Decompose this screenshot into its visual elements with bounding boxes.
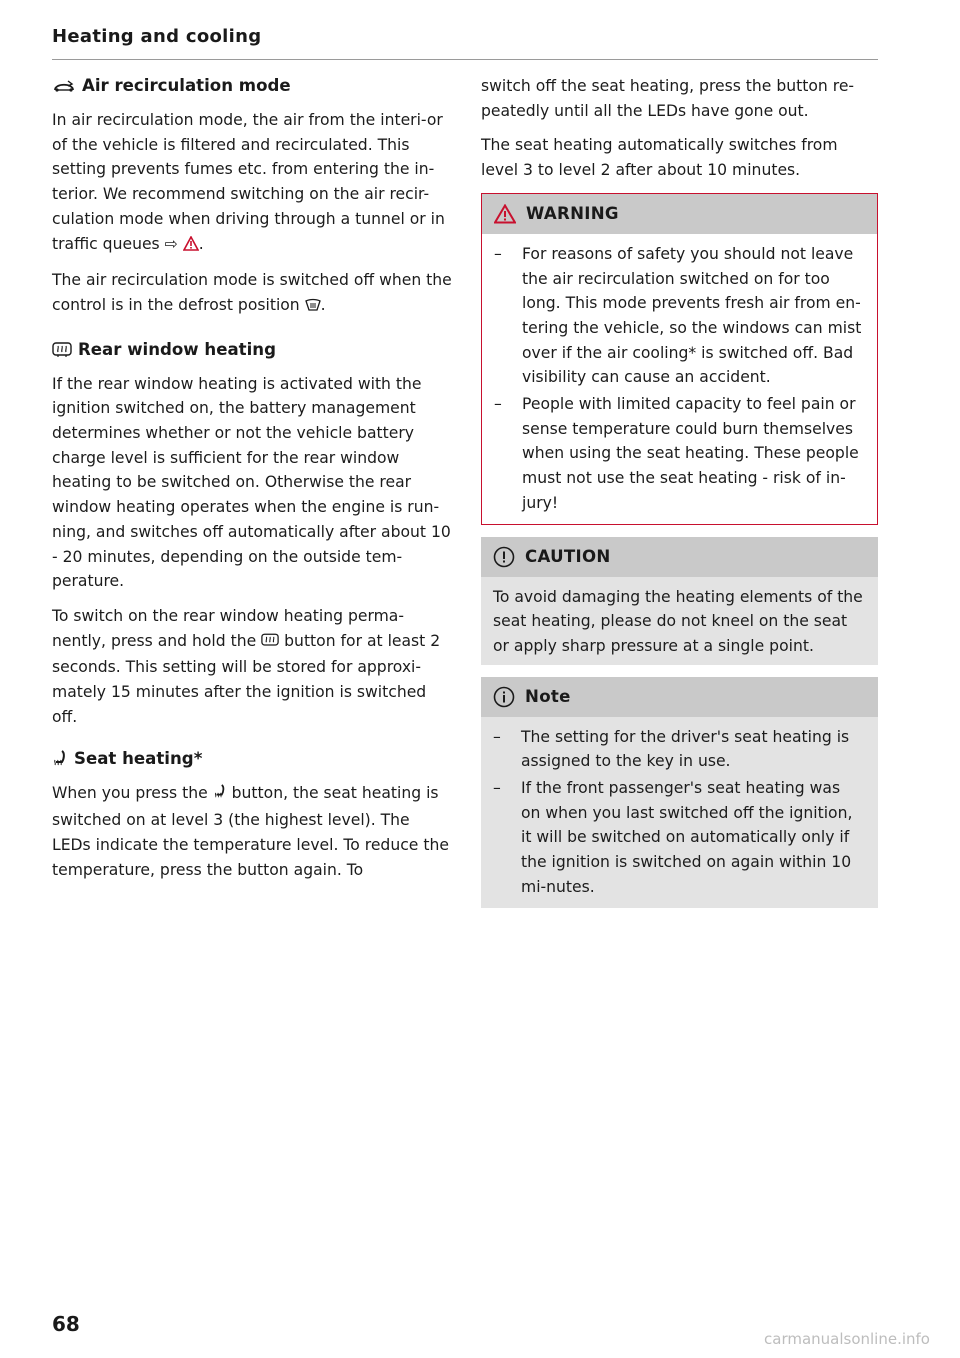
rear-window-heading bbox=[52, 338, 452, 362]
air-recirculation-paragraph-2 bbox=[52, 268, 452, 319]
caution-exclamation-icon bbox=[493, 546, 515, 568]
list-item bbox=[493, 725, 864, 774]
list-item bbox=[494, 242, 863, 390]
note-list bbox=[493, 725, 864, 900]
warning-box-body bbox=[482, 234, 877, 524]
caution-text: To avoid damaging the heating elements of the seat heating, please do not kneel on the seat or apply sharp pressure at a single point. bbox=[493, 587, 863, 655]
rear-window-paragraph-2-b: button for at least 2 seconds. This setting will be stored for approxi-mately 15 minutes after the ignition is switched off. bbox=[52, 631, 441, 726]
note-box-body bbox=[481, 717, 878, 908]
caution-box-body bbox=[481, 577, 878, 665]
air-recirculation-heading bbox=[52, 74, 452, 98]
caution-box bbox=[481, 537, 878, 665]
rear-window-paragraph-1: If the rear window heating is activated with the ignition switched on, the battery management determines whether or not the vehicle battery charge level is sufficient for the rear window heating to be switched on. Otherwise the rear window heating operates when the engine is run-ning, and switches off automatically after about 10 - 20 minutes, depending on the outside tem-perature. bbox=[52, 374, 451, 591]
air-recirculation-heading-text: Air recirculation mode bbox=[82, 76, 291, 95]
seat-heating-paragraph-1-a: When you press the bbox=[52, 784, 208, 803]
seat-heating-paragraph-1 bbox=[52, 781, 452, 882]
air-recirculation-paragraph-1-text: In air recirculation mode, the air from the interi-or of the vehicle is filtered and recirculated. This setting prevents fumes etc. from entering the in-terior. We recommend switching on the air recir-culation mode when driving through a tunnel or in traffic queues bbox=[52, 111, 445, 253]
rear-window-heating-icon bbox=[52, 342, 72, 358]
watermark: carmanualsonline.info bbox=[764, 1330, 930, 1348]
note-item-2: If the front passenger's seat heating was on when you last switched off the ignition, it will be switched on automatically only if the ignition is switched on again within 10 mi-nutes. bbox=[521, 779, 853, 896]
warning-box-header bbox=[482, 194, 877, 234]
air-recirculation-paragraph-2-text: The air recirculation mode is switched off when the control is in the defrost position bbox=[52, 271, 452, 314]
page-header: Heating and cooling bbox=[52, 26, 878, 60]
info-icon bbox=[493, 686, 515, 708]
note-box bbox=[481, 677, 878, 908]
caution-box-header bbox=[481, 537, 878, 577]
page-number: 68 bbox=[52, 1312, 80, 1336]
list-item bbox=[494, 392, 863, 516]
rear-window-heading-text: Rear window heating bbox=[78, 339, 276, 359]
list-dash: – bbox=[493, 727, 501, 746]
warning-triangle-icon bbox=[183, 234, 199, 259]
note-item-1: The setting for the driver's seat heating is assigned to the key in use. bbox=[521, 727, 850, 771]
rear-window-heating-button-icon bbox=[261, 631, 279, 656]
warning-title: WARNING bbox=[526, 204, 619, 224]
list-dash: – bbox=[493, 779, 501, 798]
note-title: Note bbox=[525, 687, 571, 707]
cross-reference-arrow: ⇨ bbox=[164, 234, 178, 253]
list-dash: – bbox=[494, 244, 502, 263]
list-dash: – bbox=[494, 395, 502, 414]
seat-heating-auto-paragraph: The seat heating automatically switches from level 3 to level 2 after about 10 minutes. bbox=[481, 136, 838, 180]
seat-heating-paragraph-1-b: button, the seat heating is switched on at level 3 (the highest level). The LEDs indicate the temperature level. To reduce the temperature, press the button again. To bbox=[52, 784, 449, 879]
seat-heating-button-icon bbox=[213, 783, 227, 808]
warning-item-1: For reasons of safety you should not leave the air recirculation switched on for too long. This mode prevents fresh air from en-tering the vehicle, so the windows can mist over if the air cooling* is switched off. Bad visibility can cause an accident. bbox=[522, 244, 862, 387]
warning-triangle-icon bbox=[494, 204, 516, 224]
seat-heating-heading bbox=[52, 747, 452, 771]
air-recirculation-paragraph-1: In air recirculation mode, the air from the interi-or of the vehicle is filtered and recirculated. This setting prevents fumes etc. from entering the in-terior. We recommend switching on the air recir-culation mode when driving through a tunnel or in traffic queues ⇨ . bbox=[52, 108, 452, 258]
left-column bbox=[52, 74, 452, 892]
warning-box bbox=[481, 193, 878, 525]
caution-title: CAUTION bbox=[525, 547, 611, 567]
defrost-icon bbox=[305, 295, 321, 320]
warning-item-2: People with limited capacity to feel pain or sense temperature could burn themselves when using the seat heating. These people must not use the seat heating - risk of in-jury! bbox=[522, 395, 859, 512]
rear-window-paragraph-2-a: To switch on the rear window heating perma-nently, press and hold the bbox=[52, 606, 404, 650]
air-recirculation-paragraph-2-end: . bbox=[320, 295, 326, 314]
list-item bbox=[493, 776, 864, 900]
seat-heating-heading-text: Seat heating* bbox=[74, 749, 203, 769]
air-recirculation-icon bbox=[52, 79, 76, 93]
note-box-header bbox=[481, 677, 878, 717]
seat-heating-icon bbox=[52, 750, 68, 768]
rear-window-paragraph-2 bbox=[52, 604, 452, 730]
right-column bbox=[481, 74, 878, 908]
warning-list bbox=[494, 242, 863, 516]
seat-heating-continued-paragraph: switch off the seat heating, press the button re-peatedly until all the LEDs have gone out. bbox=[481, 77, 855, 120]
